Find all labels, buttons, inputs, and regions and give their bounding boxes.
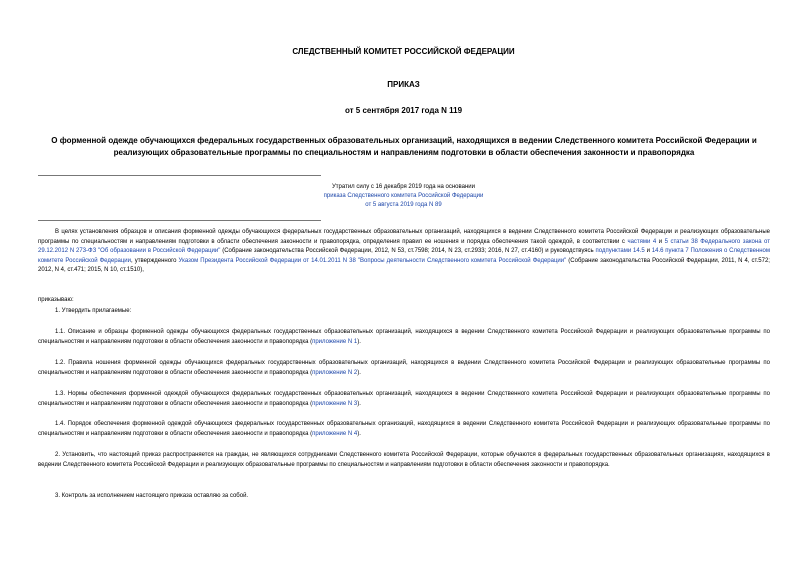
- document-type: ПРИКАЗ: [387, 80, 420, 89]
- document-date-number: от 5 сентября 2017 года N 119: [344, 106, 463, 115]
- repeal-order-date-link[interactable]: от 5 августа 2019 года N 89: [365, 202, 442, 208]
- item-3: 3. Контроль за исполнением настоящего приказа оставляю за собой.: [55, 493, 249, 499]
- item-1-1: 1.1. Описание и образцы форменной одежды обучающихся федеральных государственных образовательных организаций, находящихся в ведении Следственного комитета Российской Федерации и реализующих образовательные программы по специальностям и направлениям подготовки в области обеспечения законности и правопорядка (приложение N 1).: [38, 329, 770, 345]
- document-title: О форменной одежде обучающихся федеральных государственных образовательных организаций, находящихся в ведении Следственного комитета Российской Федерации и реализующих образовательные программы по специальностям и направлениям подготовки в области обеспечения законности и правопорядка: [51, 136, 757, 157]
- law-article-38-link[interactable]: 5 статьи 38 Федерального закона от 29.12.2012 N 273-ФЗ "Об образовании в Российской Федерации": [38, 238, 771, 255]
- regulation-link[interactable]: 14.6 пункта 7 Положения о Следственном комитете Российской Федерации: [38, 248, 771, 264]
- status-note-text: Утратил силу с 16 декабря 2019 года на основании: [331, 184, 475, 190]
- issuing-authority: СЛЕДСТВЕННЫЙ КОМИТЕТ РОССИЙСКОЙ ФЕДЕРАЦИИ: [292, 47, 515, 56]
- law-part-4-link[interactable]: частями 4: [627, 238, 657, 245]
- presidential-decree-link[interactable]: Указом Президента Российской Федерации от 14.01.2011 N 38 "Вопросы деятельности Следственного комитета Российской Федерации": [178, 257, 567, 264]
- subparagraph-14-5-link[interactable]: подпунктами 14.5: [595, 248, 645, 255]
- order-phrase: приказываю:: [38, 297, 74, 303]
- appendix-1-link[interactable]: приложение N 1: [312, 338, 358, 345]
- item-1-3: 1.3. Нормы обеспечения форменной одеждой обучающихся федеральных государственных образовательных организаций, находящихся в ведении Следственного комитета Российской Федерации и реализующих образовательные программы по специальностям и направлениям подготовки в области обеспечения законности и правопорядка (приложение N 3).: [38, 391, 770, 407]
- item-1: 1. Утвердить прилагаемые:: [55, 308, 132, 314]
- divider-top: [38, 175, 321, 176]
- divider-bottom: [38, 220, 321, 221]
- appendix-4-link[interactable]: приложение N 4: [312, 430, 358, 437]
- repeal-order-link[interactable]: приказа Следственного комитета Российской Федерации: [323, 193, 484, 199]
- appendix-2-link[interactable]: приложение N 2: [312, 369, 358, 376]
- item-2: 2. Установить, что настоящий приказ распространяется на граждан, не являющихся сотрудниками Следственного комитета Российской Федерации, которые обучаются в федеральных государственных образовательных организациях, находящихся в ведении Следственного комитета Российской Федерации и реализующих образовательные программы по специальностям и направлениям подготовки в области обеспечения законности и правопорядка.: [38, 452, 770, 468]
- preamble-paragraph: В целях установления образцов и описания форменной одежды обучающихся федеральных государственных образовательных организаций, находящихся в ведении Следственного комитета Российской Федерации и реализующих образовательные программы по специальностям и направлениям подготовки в области обеспечения законности и правопорядка, определения правил ее ношения и порядка обеспечения такой одеждой, в соответствии с частями 4 и 5 статьи 38 Федерального закона от 29.12.2012 N 273-ФЗ "Об образовании в Российской Федерации" (Собрание законодательства Российской Федерации, 2012, N 53, ст.7598; 2014, N 23, ст.2933; 2016, N 27, ст.4160) и руководствуясь подпунктами 14.5 и 14.6 пункта 7 Положения о Следственном комитете Российской Федерации, утвержденного Указом Президента Российской Федерации от 14.01.2011 N 38 "Вопросы деятельности Следственного комитета Российской Федерации" (Собрание законодательства Российской Федерации, 2011, N 4, ст.572; 2012, N 4, ст.471; 2015, N 10, ст.1510),: [38, 229, 771, 274]
- item-1-4: 1.4. Порядок обеспечения форменной одеждой обучающихся федеральных государственных образовательных организаций, находящихся в ведении Следственного комитета Российской Федерации и реализующих образовательные программы по специальностям и направлениям подготовки в области обеспечения законности и правопорядка (приложение N 4).: [38, 421, 770, 437]
- status-note: [0, 183, 807, 210]
- item-1-2: 1.2. Правила ношения форменной одежды обучающихся федеральных государственных образовательных организаций, находящихся в ведении Следственного комитета Российской Федерации и реализующих образовательные программы по специальностям и направлениям подготовки в области обеспечения законности и правопорядка (приложение N 2).: [38, 360, 770, 376]
- appendix-3-link[interactable]: приложение N 3: [312, 400, 358, 407]
